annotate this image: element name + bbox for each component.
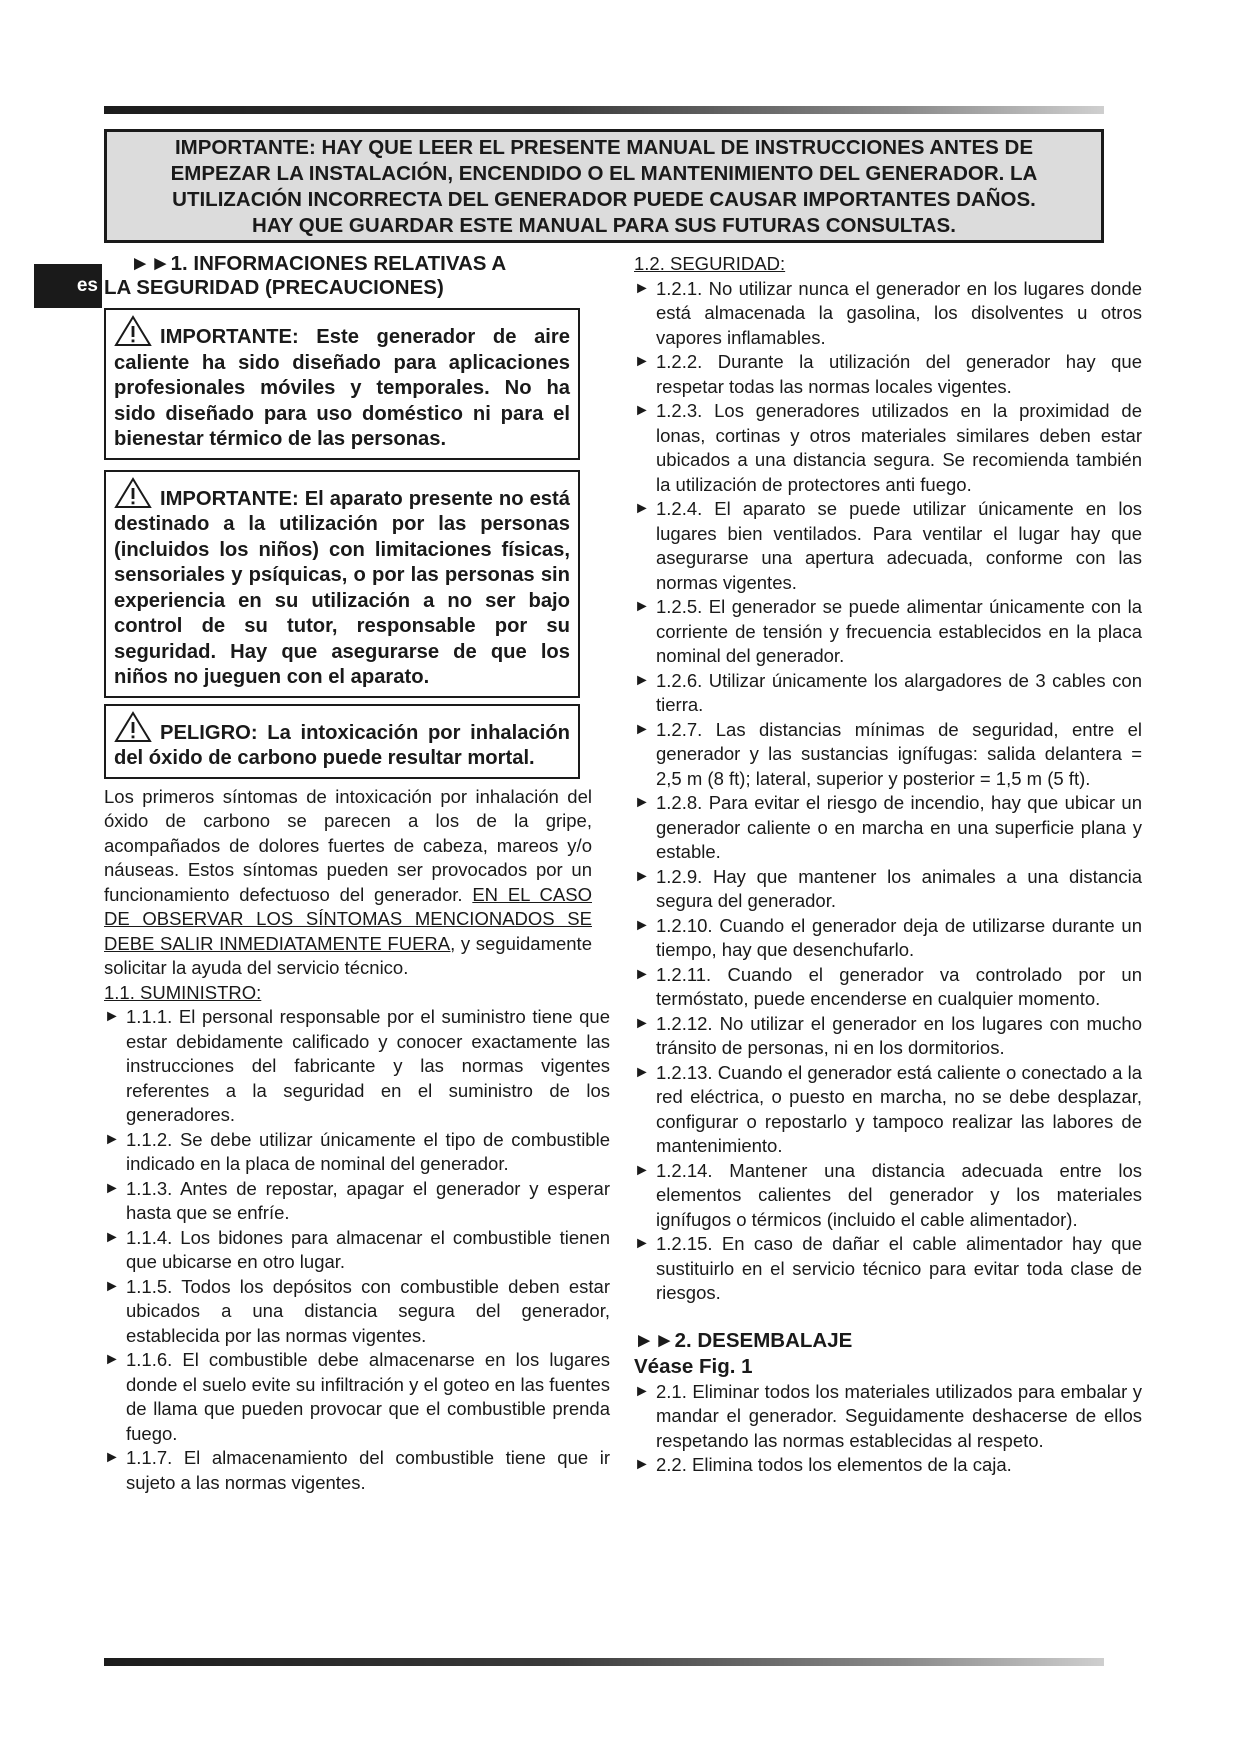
- warning-box-limitations: [104, 470, 580, 698]
- important-notice-box: [104, 129, 1104, 243]
- bottom-rule: [104, 1658, 1104, 1666]
- notice-line: UTILIZACIÓN INCORRECTA DEL GENERADOR PUEDE CAUSAR IMPORTANTES DAÑOS.: [172, 188, 1036, 211]
- list-item: ► 1.2.14. Mantener una distancia adecuada entre los elementos calientes del generador y los materiales ignífugos o térmicos (incluido el cable alimentador).: [634, 1159, 1142, 1230]
- left-column: [104, 252, 610, 1495]
- list-item: ► 1.2.1. No utilizar nunca el generador en los lugares donde está almacenada la gasolina, los disolventes u otros vapores inflamables.: [634, 277, 1142, 348]
- list-item: ► 2.1. Eliminar todos los materiales utilizados para embalar y mandar el generador. Seguidamente deshacerse de ellos respetando las normas establecidas al respeto.: [634, 1380, 1142, 1451]
- notice-line: HAY QUE GUARDAR ESTE MANUAL PARA SUS FUTURAS CONSULTAS.: [252, 214, 956, 237]
- warning-triangle-icon: [114, 711, 152, 743]
- warning-text: IMPORTANTE: El aparato presente no está destinado a la utilización por las personas (incluidos los niños) con limitaciones físicas, sensoriales y psíquicas, o por las personas sin experiencia en su utilización a no ser bajo control de su tutor, responsable por su seguridad. Hay que asegurarse de que los niños no jueguen con el aparato.: [114, 487, 570, 688]
- list-item: ► 1.1.2. Se debe utilizar únicamente el tipo de combustible indicado en la placa de nominal del generador.: [104, 1128, 610, 1174]
- list-item: ► 1.2.11. Cuando el generador va controlado por un termóstato, puede encenderse en cualquier momento.: [634, 963, 1142, 1009]
- subsection-1-1-heading: 1.1. SUMINISTRO:: [104, 981, 262, 1003]
- symptoms-paragraph: Los primeros síntomas de intoxicación por inhalación del óxido de carbono se parecen a los de la gripe, acompañados de dolores fuertes de cabeza, mareos y/o náuseas. Estos síntomas pueden ser provocados por un funcionamiento defectuoso del generador. EN EL CASO DE OBSERVAR LOS SÍNTOMAS MENCIONADOS SE DEBE SALIR INMEDIATAMENTE FUERA, y seguidamente solicitar la ayuda del servicio técnico.: [104, 785, 592, 978]
- list-item: ► 1.2.9. Hay que mantener los animales a una distancia segura del generador.: [634, 865, 1142, 911]
- section-1-heading: ►►1. INFORMACIONES RELATIVAS A LA SEGURIDAD (PRECAUCIONES): [104, 252, 507, 299]
- subsection-1-2-heading: 1.2. SEGURIDAD:: [634, 253, 786, 274]
- notice-line: IMPORTANTE: HAY QUE LEER EL PRESENTE MANUAL DE INSTRUCCIONES ANTES DE: [174, 136, 1034, 159]
- list-item: ► 1.2.10. Cuando el generador deja de utilizarse durante un tiempo, hay que desenchufarlo.: [634, 914, 1142, 960]
- evacuate-instruction: EN EL CASO DE OBSERVAR LOS SÍNTOMAS MENCIONADOS SE DEBE SALIR INMEDIATAMENTE FUERA,: [104, 883, 592, 954]
- list-item: ► 1.2.3. Los generadores utilizados en la proximidad de lonas, cortinas y otros materiales similares deben estar ubicados a una distancia segura. Se recomienda también la utilización de protectores anti fuego.: [634, 400, 1142, 495]
- list-item: ► 1.2.7. Las distancias mínimas de seguridad, entre el generador y las sustancias ignífugas: salida delantera = 2,5 m (8 ft); lateral, superior y posterior = 1,5 m (5 ft).: [634, 718, 1142, 789]
- danger-box-carbon-monoxide: [104, 704, 580, 779]
- danger-text: PELIGRO: La intoxicación por inhalación del óxido de carbono puede resultar mortal.: [114, 721, 570, 769]
- warning-text: IMPORTANTE: Este generador de aire caliente ha sido diseñado para aplicaciones profesionales móviles y temporales. No ha sido diseñado para uso doméstico ni para el bienestar térmico de las personas.: [114, 326, 570, 450]
- warning-triangle-icon: [114, 477, 152, 509]
- section-2-heading: ►►2. DESEMBALAJE: [634, 1328, 853, 1352]
- right-column: [634, 252, 1142, 1478]
- list-item: ► 1.2.12. No utilizar el generador en los lugares con mucho tránsito de personas, ni en los dormitorios.: [634, 1012, 1142, 1058]
- warning-triangle-icon: [114, 315, 152, 347]
- list-item: ► 1.2.2. Durante la utilización del generador hay que respetar todas las normas locales vigentes.: [634, 351, 1142, 397]
- list-item: ► 2.2. Elimina todos los elementos de la caja.: [634, 1454, 1012, 1475]
- notice-line: EMPEZAR LA INSTALACIÓN, ENCENDIDO O EL MANTENIMIENTO DEL GENERADOR. LA: [170, 162, 1038, 185]
- language-tab: es: [34, 264, 102, 308]
- list-item: ► 1.1.3. Antes de repostar, apagar el generador y esperar hasta que se enfríe.: [104, 1177, 610, 1223]
- list-item: ► 1.2.4. El aparato se puede utilizar únicamente en los lugares bien ventilados. Para ventilar el lugar hay que asegurarse una apertura adecuada, conforme con las normas vigentes.: [634, 498, 1142, 593]
- warning-box-professional-use: [104, 308, 580, 460]
- list-item: ► 1.2.5. El generador se puede alimentar únicamente con la corriente de tensión y frecuencia establecidos en la placa nominal del generador.: [634, 596, 1142, 666]
- list-item: ► 1.2.15. En caso de dañar el cable alimentador hay que sustituirlo en el servicio técnico para evitar toda clase de riesgos.: [634, 1233, 1142, 1303]
- list-item: ► 1.2.6. Utilizar únicamente los alargadores de 3 cables con tierra.: [634, 669, 1142, 715]
- list-item: ► 1.1.4. Los bidones para almacenar el combustible tienen que ubicarse en otro lugar.: [104, 1226, 610, 1272]
- list-item: ► 1.1.5. Todos los depósitos con combustible deben estar ubicados a una distancia segura del generador, establecida por las normas vigentes.: [104, 1275, 610, 1346]
- list-item: ► 1.2.13. Cuando el generador está caliente o conectado a la red eléctrica, o puesto en marcha, no se debe desplazar, configurar o repostarlo y tampoco realizar las labores de mantenimiento.: [634, 1061, 1142, 1156]
- list-item: ► 1.1.1. El personal responsable por el suministro tiene que estar debidamente calificado y conocer exactamente las instrucciones del fabricante y las normas vigentes referentes a la seguridad en el suministro de los generadores.: [104, 1006, 610, 1125]
- list-item: ► 1.1.7. El almacenamiento del combustible tiene que ir sujeto a las normas vigentes.: [104, 1447, 610, 1493]
- list-item: ► 1.2.8. Para evitar el riesgo de incendio, hay que ubicar un generador caliente o en marcha en una superficie plana y estable.: [634, 792, 1142, 862]
- figure-reference: Véase Fig. 1: [634, 1354, 753, 1378]
- top-rule: [104, 106, 1104, 114]
- list-item: ► 1.1.6. El combustible debe almacenarse en los lugares donde el suelo evite su infiltración y el goteo en las fuentes de llama que pueden provocar que el combustible prenda fuego.: [104, 1349, 610, 1444]
